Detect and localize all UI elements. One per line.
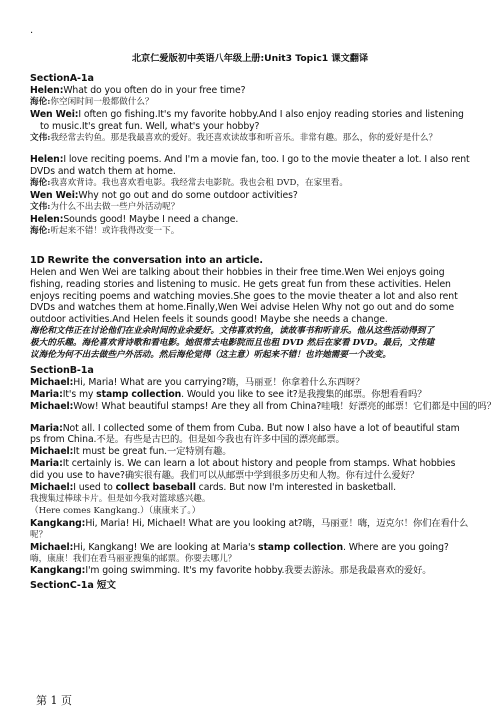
speaker: 海伦: xyxy=(30,96,51,107)
dialogue-line xyxy=(30,518,478,530)
key-phrase: collect baseball xyxy=(115,482,196,494)
section-1d-heading: 1D Rewrite the conversation into an article. xyxy=(30,254,263,266)
speaker: Kangkang: xyxy=(30,565,86,577)
line-text: It certainly is. We can learn a lot about history and people from stamps. What hobbies xyxy=(62,458,456,470)
dialogue-line xyxy=(30,154,478,166)
speaker: 海伦: xyxy=(30,225,51,236)
speaker: Maria: xyxy=(30,388,63,400)
speaker: Wen Wei: xyxy=(30,108,79,120)
dialogue-line xyxy=(30,400,496,413)
key-phrase: stamp collection xyxy=(258,541,343,553)
speaker: 文伟: xyxy=(30,132,51,143)
speaker: Helen: xyxy=(30,84,64,96)
article-line: DVDs and watches them at home.Finally,Wen Wei advise Helen Why not go out and do some xyxy=(30,302,455,314)
line-text: Hi, Maria! What are you carrying?嗨，马丽亚！你拿着什么东西呀？ xyxy=(73,376,365,388)
dialogue-line xyxy=(30,565,478,577)
dialogue-line-cont: DVDs and watch them at home. xyxy=(30,166,176,178)
speaker: Maria: xyxy=(30,422,63,434)
dialogue-line xyxy=(30,85,478,97)
line-text: It must be great fun.一定特别有趣。 xyxy=(73,446,232,458)
dialogue-line xyxy=(30,389,478,401)
translation-line xyxy=(30,133,478,145)
section-b-heading: SectionB-1a xyxy=(30,364,94,376)
line-text: Hi, Maria! Hi, Michael! What are you looking at?嗨，马丽亚！嗨，迈克尔！你们在看什么 xyxy=(85,517,469,529)
document-body xyxy=(30,70,496,592)
section-c-heading: SectionC-1a 短文 xyxy=(30,580,116,592)
dialogue-line xyxy=(30,446,478,458)
translation-line xyxy=(30,226,478,238)
line-text: I'm going swimming. It's my favorite hobby.我要去游泳。那是我最喜欢的爱好。 xyxy=(85,565,432,577)
line-text: 我喜欢背诗。我也喜欢看电影。我经常去电影院。我也会租 DVD，在家里看。 xyxy=(50,178,348,189)
speaker: Helen: xyxy=(30,154,64,166)
speaker: Wen Wei: xyxy=(30,190,79,202)
article-translation-line: 海伦和文伟正在讨论他们在业余时间的业余爱好。文伟喜欢钓鱼，读故事书和听音乐。他从这些活动得到了 xyxy=(30,326,434,337)
translation-line: 嗨，康康！我们在看马丽亚搜集的邮票。你要去哪儿？ xyxy=(30,553,237,564)
line-text: I love reciting poems. And I'm a movie fan, too. I go to the movie theater a lot. I also rent xyxy=(63,154,470,166)
dialogue-line xyxy=(30,458,478,470)
dialogue-line-cont: to music.It's great fun. Well, what's your hobby? xyxy=(40,120,260,132)
translation-line: 我搜集过棒球卡片。但是如今我对篮球感兴趣。 xyxy=(30,494,211,504)
speaker: Michael: xyxy=(30,541,74,553)
article-line: outdoor activities.And Helen feels it sounds good! Maybe she needs a change. xyxy=(30,314,388,326)
line-text: 我经常去钓鱼。那是我最喜欢的爱好。我还喜欢读故事和听音乐。非常有趣。那么，你的爱好是什么？ xyxy=(50,132,438,143)
page-number: 第 1 页 xyxy=(36,694,72,707)
line-text: . Where are you going? xyxy=(343,541,449,553)
speaker: Kangkang: xyxy=(30,517,86,529)
translation-line xyxy=(30,97,478,109)
line-text: Sounds good! Maybe I need a change. xyxy=(63,213,239,225)
line-text: It's my xyxy=(62,388,97,400)
line-text: What do you often do in your free time? xyxy=(63,84,246,96)
section-a-heading: SectionA-1a xyxy=(30,73,94,84)
dialogue-line-cont: ps from China.不是。有些是古巴的。但是如今我也有许多中国的漂亮邮票。 xyxy=(30,434,345,446)
speaker: Maria: xyxy=(30,458,63,470)
speaker: Michael: xyxy=(30,446,74,458)
article-line: Helen and Wen Wei are talking about their hobbies in their free time.Wen Wei enjoys going xyxy=(30,266,445,278)
dialogue-line xyxy=(30,109,478,121)
page-title: 北京仁爱版初中英语八年级上册:Unit3 Topic1 课文翻译 xyxy=(131,53,369,64)
speaker: 文伟: xyxy=(30,202,51,213)
line-text: I used to xyxy=(73,482,116,494)
line-text: cards. But now I'm interested in basketball. xyxy=(195,482,396,494)
line-text: Why not go out and do some outdoor activities? xyxy=(78,190,298,202)
dialogue-line xyxy=(30,190,478,202)
dialogue-line xyxy=(30,423,478,435)
line-text: 为什么不出去做一些户外活动呢？ xyxy=(50,202,180,213)
line-text: Not all. I collected some of them from Cuba. But now I also have a lot of beautiful stam xyxy=(62,422,460,434)
key-phrase: stamp collection xyxy=(96,388,182,400)
speaker: Michael: xyxy=(30,482,74,494)
dialogue-line-cont: 呢？ xyxy=(30,529,48,540)
stage-direction: （Here comes Kangkang.）（康康来了。） xyxy=(30,505,201,516)
dialogue-line xyxy=(30,542,478,554)
line-text: Wow! What beautiful stamps! Are they all from China?哇哦！好漂亮的邮票！它们都是中国的吗？ xyxy=(73,400,496,412)
dialogue-line xyxy=(30,377,478,389)
line-text: I often go fishing.It's my favorite hobby.And I also enjoy reading stories and listening xyxy=(78,108,464,120)
line-text: Hi, Kangkang! We are looking at Maria's xyxy=(73,541,259,553)
speaker: Helen: xyxy=(30,213,64,225)
translation-line xyxy=(30,202,478,214)
article-line: fishing, reading stories and listening to music. He gets great fun from these activities. Helen xyxy=(30,278,451,290)
translation-line xyxy=(30,178,478,190)
article-translation-line: 议海伦为何不出去做些户外活动。然后海伦觉得（这主意）听起来不错！也许她需要一个改变。 xyxy=(30,350,391,361)
dialogue-line-cont: did you use to have?确实很有趣。我们可以从邮票中学到很多历史和人物。你有过什么爱好？ xyxy=(30,470,420,482)
speaker: Michael: xyxy=(30,400,74,412)
dialogue-line xyxy=(30,214,478,226)
line-text: 听起来不错！或许我得改变一下。 xyxy=(50,225,180,236)
line-text: . Would you like to see it?是我搜集的邮票。你想看看吗？ xyxy=(181,388,427,400)
dialogue-line xyxy=(30,482,478,494)
speaker: Michael: xyxy=(30,376,74,388)
article-line: enjoys reciting poems and watching movies.She goes to the movie theater a lot and also rent xyxy=(30,290,458,302)
header-mark: · xyxy=(30,28,34,39)
article-translation-line: 极大的乐趣。海伦喜欢背诗歌和看电影。她很常去电影院而且也租 DVD 然后在家看 DVD。最后，文伟建 xyxy=(30,338,435,349)
speaker: 海伦: xyxy=(30,178,51,189)
line-text: 你空闲时间一般都做什么？ xyxy=(50,96,154,107)
